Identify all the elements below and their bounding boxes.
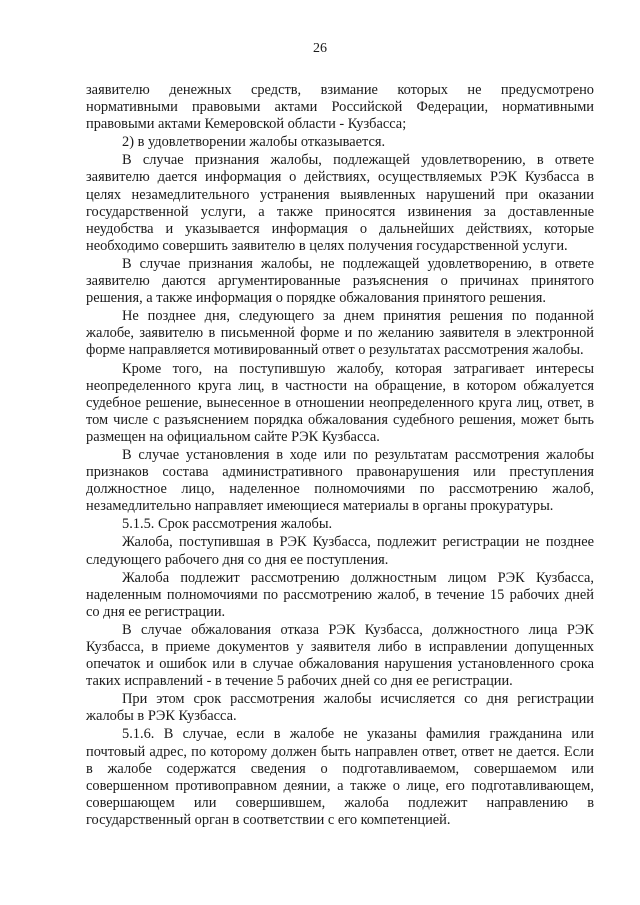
paragraph-review-period: Жалоба подлежит рассмотрению должностным лицом РЭК Кузбасса, наделенным полномочиями по рассмотрению жалоб, в течение 15 рабочих дней со дня ее регистрации.	[86, 569, 594, 620]
paragraph-5-1-6: 5.1.6. В случае, если в жалобе не указаны фамилия гражданина или почтовый адрес, по которому должен быть направлен ответ, ответ не дается. Если в жалобе содержатся сведения о подготавливаемом, совершаемом или совершенном противоправном деянии, а также о лице, его подготавливающем, совершающем или совершившем, жалоба подлежит направлению в государственный орган в соответствии с его компетенцией.	[86, 726, 594, 828]
paragraph-prosecution-referral: В случае установления в ходе или по результатам рассмотрения жалобы признаков состава административного правонарушения или преступления должностное лицо, наделенное полномочиями по рассмотрению жалоб, незамедлительно направляет имеющиеся материалы в органы прокуратуры.	[86, 446, 594, 515]
paragraph-complaint-not-satisfied: В случае признания жалобы, не подлежащей удовлетворению, в ответе заявителю даются аргументированные разъяснения о причинах принятого решения, а также информация о порядке обжалования принятого решения.	[86, 255, 594, 307]
section-heading-5-1-5: 5.1.5. Срок рассмотрения жалобы.	[122, 516, 333, 533]
paragraph-public-interest: Кроме того, на поступившую жалобу, которая затрагивает интересы неопределенного круга лиц, в частности на обращение, в котором обжалуется судебное решение, вынесенное в отношении неопределенного круга лиц, ответ, в том числе с разъяснением порядка обжалования судебного решения, может быть размещен на официальном сайте РЭК Кузбасса.	[86, 360, 594, 445]
paragraph-registration: Жалоба, поступившая в РЭК Кузбасса, подлежит регистрации не позднее следующего рабочего дня со дня ее поступления.	[86, 534, 594, 568]
document-body	[86, 82, 594, 829]
page-number: 26	[313, 41, 327, 56]
paragraph-continuation: заявителю денежных средств, взимание которых не предусмотрено нормативными правовыми актами Российской Федерации, нормативными правовыми актами Кемеровской области - Кузбасса;	[86, 82, 594, 133]
paragraph-complaint-satisfied: В случае признания жалобы, подлежащей удовлетворению, в ответе заявителю дается информация о действиях, осуществляемых РЭК Кузбасса в целях незамедлительного устранения выявленных нарушений при оказании государственной услуги, а также приносятся извинения за доставленные неудобства и указывается информация о дальнейших действиях, которые необходимо совершить заявителю в целях получения государственной услуги.	[86, 152, 594, 254]
paragraph-period-calculation: При этом срок рассмотрения жалобы исчисляется со дня регистрации жалобы в РЭК Кузбасса.	[86, 691, 594, 725]
paragraph-refusal-item: 2) в удовлетворении жалобы отказывается.	[122, 134, 386, 151]
paragraph-reasoned-answer: Не позднее дня, следующего за днем принятия решения по поданной жалобе, заявителю в письменной форме и по желанию заявителя в электронной форме направляется мотивированный ответ о результатах рассмотрения жалобы.	[86, 308, 594, 359]
paragraph-refusal-appeal: В случае обжалования отказа РЭК Кузбасса, должностного лица РЭК Кузбасса, в приеме документов у заявителя либо в исправлении допущенных опечаток и ошибок или в случае обжалования нарушения установленного срока таких исправлений - в течение 5 рабочих дней со дня ее регистрации.	[86, 621, 594, 690]
